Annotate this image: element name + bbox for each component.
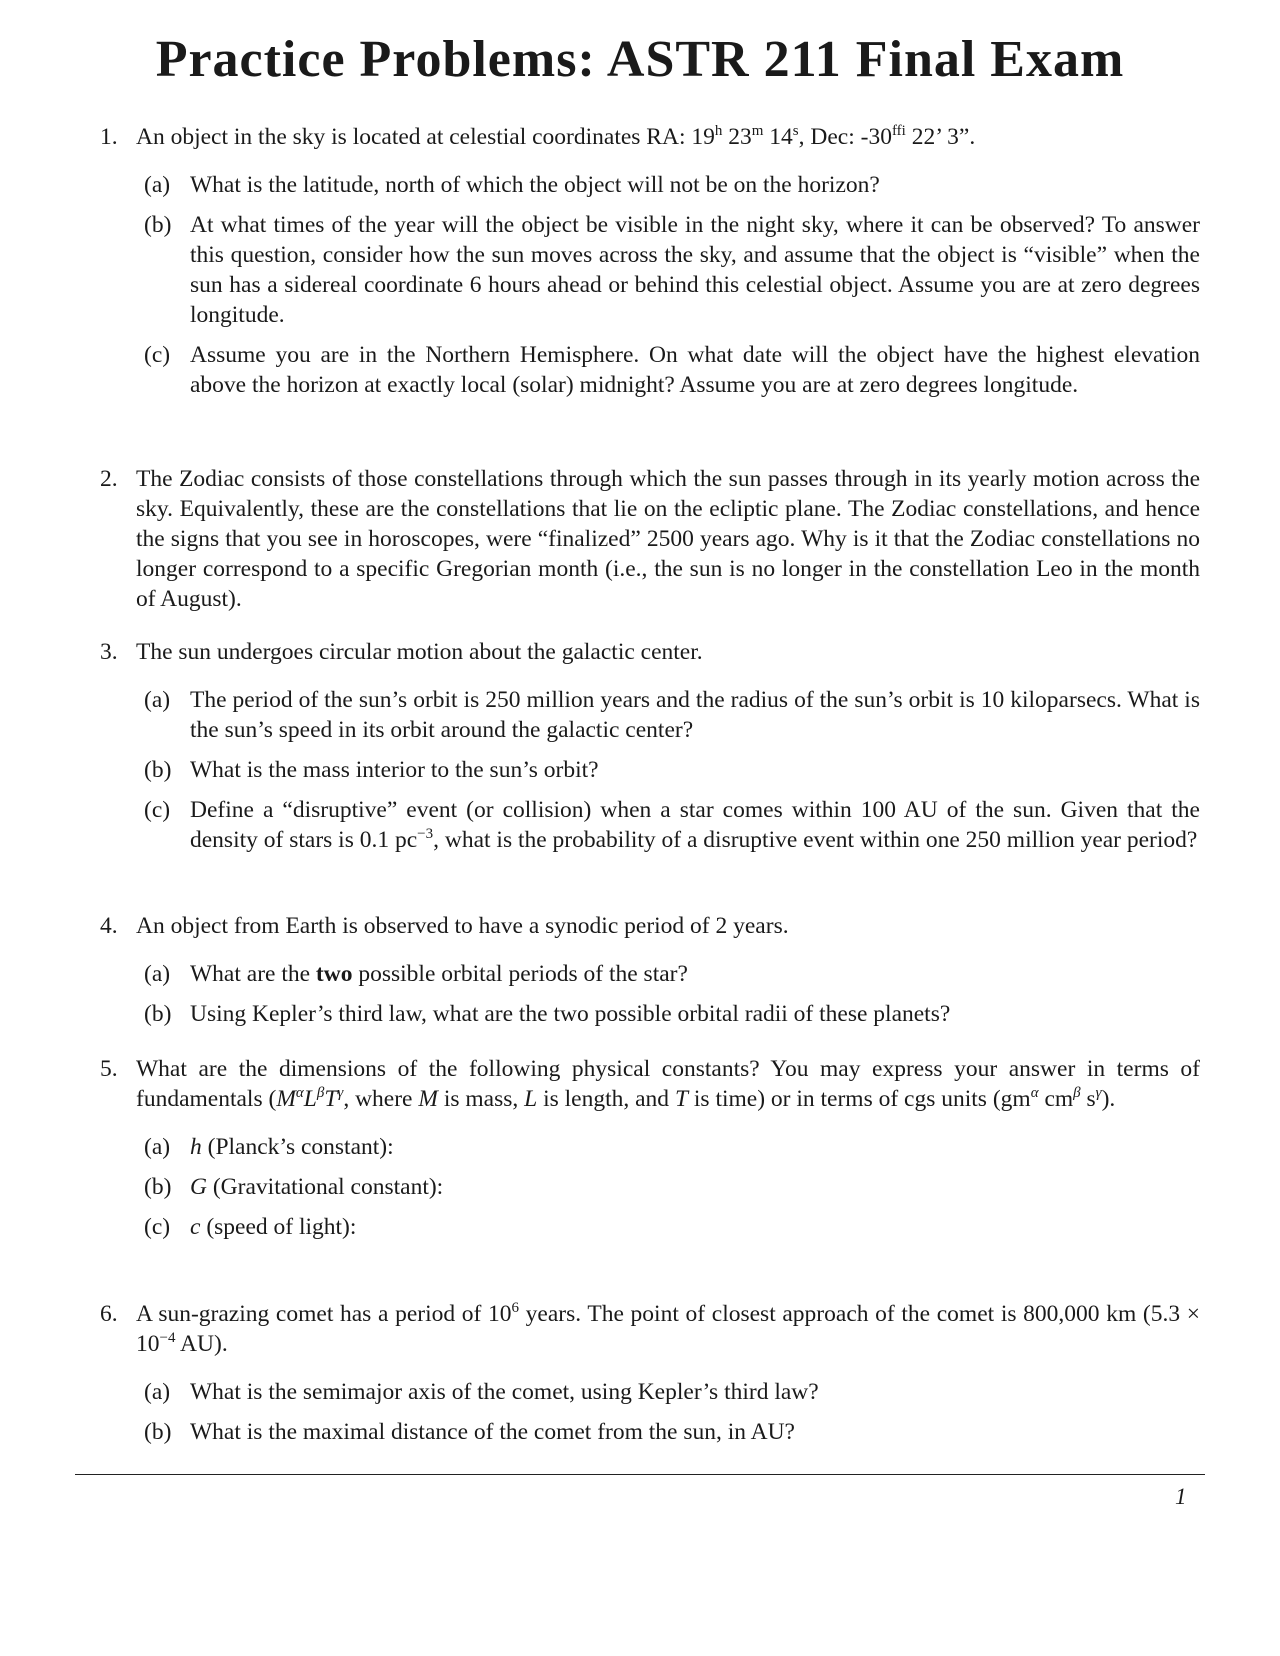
page-title: Practice Problems: ASTR 211 Final Exam (155, 31, 1125, 88)
subquestion: (b) What is the mass interior to the sun’s orbit? (144, 757, 599, 783)
problem-number: 2. (100, 466, 118, 492)
subquestion: (a) The period of the sun’s orbit is 250 million years and the radius of the sun’s orbit is 10 kiloparsecs. What is the sun’s speed in its orbit around the galactic center? (144, 687, 1200, 743)
problem-number: 5. (100, 1056, 118, 1082)
problem-text: An object in the sky is located at celestial coordinates RA: 19$^h$ 23$^m$ 14$^s$, Dec: $-30^{ffi}$ 22’ 3”. (136, 123, 976, 150)
problem-number: 3. (100, 639, 118, 665)
subquestion: (a) h (Planck’s constant): (144, 1134, 394, 1160)
problem-text: A sun-grazing comet has a period of $10^6$ years. The point of closest approach of the comet is 800,000 km ($5.3 \times 10^{-4}$ AU). (136, 1300, 1200, 1357)
problem-text: An object from Earth is observed to have a synodic period of 2 years. (136, 913, 789, 939)
problem-3 (100, 637, 1200, 855)
problem-5 (100, 1054, 1200, 1242)
subquestion: (c) c (speed of light): (144, 1214, 357, 1240)
subquestion: (b) At what times of the year will the object be visible in the night sky, where it can be observed? To answer this question, consider how the sun moves across the sky, and assume that the object is “visible” when the sun has a sidereal coordinate 6 hours ahead or behind this celestial object. Assume you are at zero degrees longitude. (144, 212, 1200, 328)
problem-text: The Zodiac consists of those constellations through which the sun passes through in its yearly motion across the sky. Equivalently, these are the constellations that lie on the ecliptic plane. The Zodiac constellations, and hence the signs that you see in horoscopes, were “finalized” 2500 years ago. Why is it that the Zodiac constellations no longer correspond to a specific Gregorian month (i.e., the sun is no longer in the constellation Leo in the month of August). (136, 466, 1200, 612)
subquestion: (a) What are the two possible orbital periods of the star? (144, 961, 688, 987)
problem-text: What are the dimensions of the following physical constants? You may express your answer in terms of fundamentals ($M^\alpha L^\beta T^\gamma$, where M is mass, L is length, and T is time) or in terms of cgs units ($gm^\alpha$ $cm^\beta$ $s^\gamma$). (136, 1056, 1200, 1112)
subquestion: (b) Using Kepler’s third law, what are the two possible orbital radii of these planets? (144, 1001, 951, 1027)
problem-4 (100, 911, 1200, 1029)
problem-number: 4. (100, 913, 118, 939)
problem-1 (100, 122, 1200, 400)
subquestion: (b) G (Gravitational constant): (144, 1174, 444, 1200)
subquestion: (b) What is the maximal distance of the comet from the sun, in AU? (144, 1419, 795, 1445)
subquestion: (c) Define a “disruptive” event (or collision) when a star comes within 100 AU of the sun. Given that the density of stars is 0.1 $pc^{-3}$, what is the probability of a disruptive event within one 250 million year period? (144, 797, 1200, 853)
footer-rule (75, 1474, 1205, 1475)
problem-6 (100, 1299, 1200, 1447)
problem-2 (100, 464, 1200, 614)
problem-number: 1. (100, 124, 118, 150)
problem-number: 6. (100, 1301, 118, 1327)
subquestion: (a) What is the semimajor axis of the comet, using Kepler’s third law? (144, 1379, 819, 1405)
page-number: 1 (1175, 1484, 1187, 1509)
subquestion: (c) Assume you are in the Northern Hemisphere. On what date will the object have the highest elevation above the horizon at exactly local (solar) midnight? Assume you are at zero degrees longitude. (144, 342, 1200, 398)
problem-text: The sun undergoes circular motion about the galactic center. (136, 639, 703, 665)
subquestion: (a) What is the latitude, north of which the object will not be on the horizon? (144, 172, 880, 198)
